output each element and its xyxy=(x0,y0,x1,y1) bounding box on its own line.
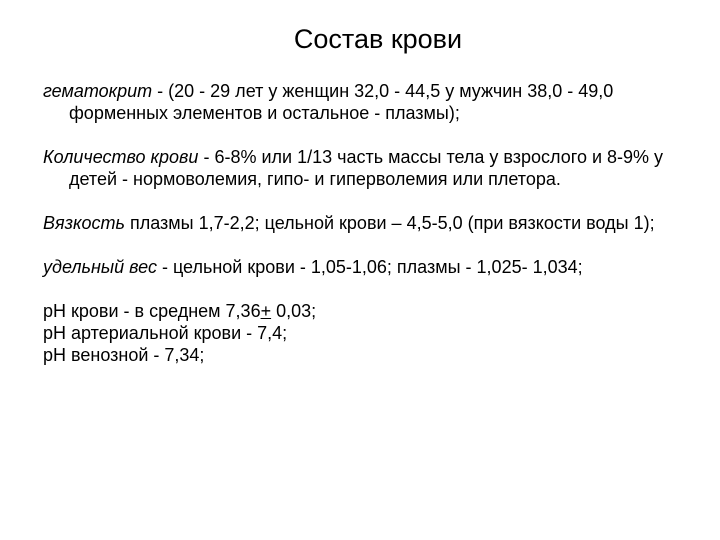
text-blood-volume: - 6-8% или 1/13 часть массы тела у взрослого и 8-9% у детей - нормоволемия, гипо- и гиперволемия или плетора. xyxy=(69,147,664,189)
ph-arterial-line: рН артериальной крови - 7,4; xyxy=(43,323,288,343)
slide-body xyxy=(43,80,703,366)
text-viscosity: плазмы 1,7-2,2; цельной крови – 4,5-5,0 (при вязкости воды 1); xyxy=(124,213,655,233)
text-specific-gravity: - цельной крови - 1,05-1,06; плазмы - 1,025- 1,034; xyxy=(156,257,583,277)
ph-blood-prefix: рН крови - в среднем 7,36 xyxy=(43,301,261,321)
slide-title: Состав крови xyxy=(293,24,463,54)
list-item-viscosity xyxy=(43,212,703,234)
term-hematocrit: гематокрит xyxy=(43,81,153,101)
term-specific-gravity: удельный вес xyxy=(43,257,157,277)
term-viscosity: Вязкость xyxy=(43,213,125,233)
ph-blood-suffix: 0,03; xyxy=(271,301,317,321)
plus-minus-sign: + xyxy=(260,301,272,321)
list-item-specific-gravity xyxy=(43,256,703,278)
text-hematocrit: - (20 - 29 лет у женщин 32,0 - 44,5 у мужчин 38,0 - 49,0 форменных элементов и остальное - плазмы); xyxy=(69,81,614,123)
term-blood-volume: Количество крови xyxy=(43,147,199,167)
list-item-blood-volume xyxy=(43,146,703,190)
ph-blood-line xyxy=(43,300,703,322)
list-item-hematocrit xyxy=(43,80,703,124)
ph-venous-line: рН венозной - 7,34; xyxy=(43,345,205,365)
